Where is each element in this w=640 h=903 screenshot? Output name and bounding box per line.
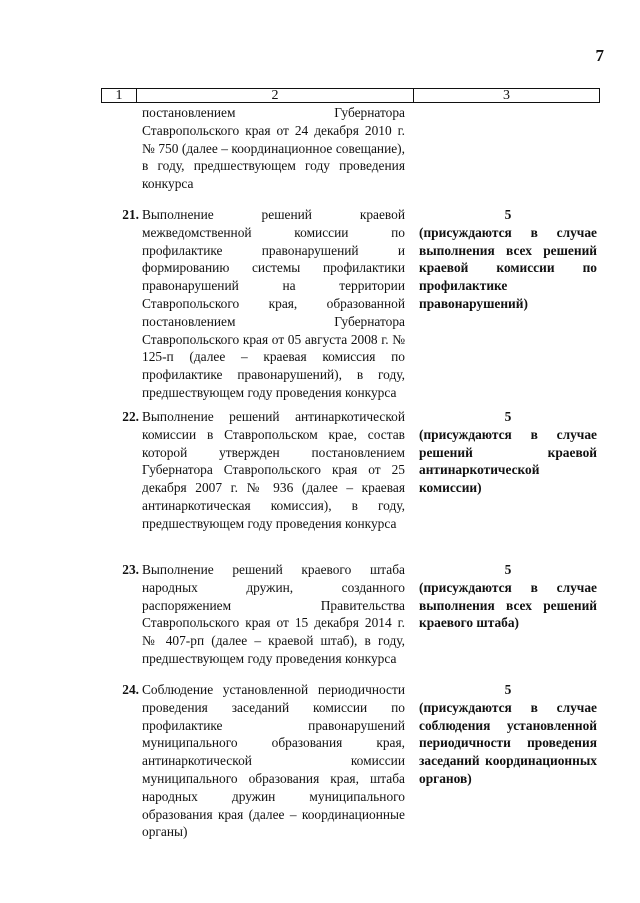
column-2-header: 2 [137, 89, 414, 102]
row-description: Выполнение решений краевой межведомственной комиссии по профилактике правонарушений и формированию системы профилактики правонарушений на территории Ставропольского края, образованной постановлением Губернатора Ставропольского края от 05 августа 2008 г. № 125-п (далее – краевая комиссия по профилактике правонарушений), в году, предшествующем году проведения конкурса [142, 207, 405, 400]
score-value: 5 [504, 409, 512, 424]
table-row [101, 206, 600, 400]
column-3-header: 3 [503, 88, 510, 103]
row-number: 24. [122, 682, 139, 697]
row-number: 23. [122, 562, 139, 577]
row-score [419, 408, 597, 497]
row-number: 22. [122, 409, 139, 424]
score-value: 5 [504, 682, 512, 697]
table-row [101, 408, 600, 531]
row-score [419, 681, 597, 788]
row-number: 21. [122, 207, 139, 222]
table-header [101, 88, 600, 103]
score-note: (присуждаются в случае соблюдения установленной периодичности проведения заседаний координационных органов) [419, 699, 597, 786]
score-note: (присуждаются в случае решений краевой антинаркотической комиссии) [419, 426, 597, 496]
score-note: (присуждаются в случае выполнения всех решений краевого штаба) [419, 579, 597, 631]
row-score [419, 561, 597, 632]
row-description: Выполнение решений антинаркотической комиссии в Ставропольском крае, состав которой утвержден постановлением Губернатора Ставропольского края от 25 декабря 2007 г. № 936 (далее – краевая антинаркотическая комиссия), в году, предшествующем году проведения конкурса [142, 409, 405, 531]
table-row [101, 681, 600, 840]
column-1-header: 1 [102, 89, 137, 102]
score-value: 5 [504, 562, 512, 577]
row-description: Соблюдение установленной периодичности проведения заседаний комиссии по профилактике правонарушений муниципального образования края, антинаркотической комиссии муниципального образования края, штаба народных дружин муниципального образования края (далее – координационные органы) [142, 682, 405, 840]
row-score [419, 206, 597, 313]
row-description: постановлением Губернатора Ставропольского края от 24 декабря 2010 г. № 750 (далее – координационное совещание), в году, предшествующем году проведения конкурса [142, 105, 405, 192]
page-number: 7 [595, 46, 604, 65]
score-value: 5 [504, 207, 512, 222]
row-description: Выполнение решений краевого штаба народных дружин, созданного распоряжением Правительства Ставропольского края от 15 декабря 2014 г. № 407-рп (далее – краевой штаб), в году, предшествующем году проведения конкурса [142, 562, 405, 666]
table-row [101, 561, 600, 666]
score-note: (присуждаются в случае выполнения всех решений краевой комиссии по профилактике правонарушений) [419, 224, 597, 311]
